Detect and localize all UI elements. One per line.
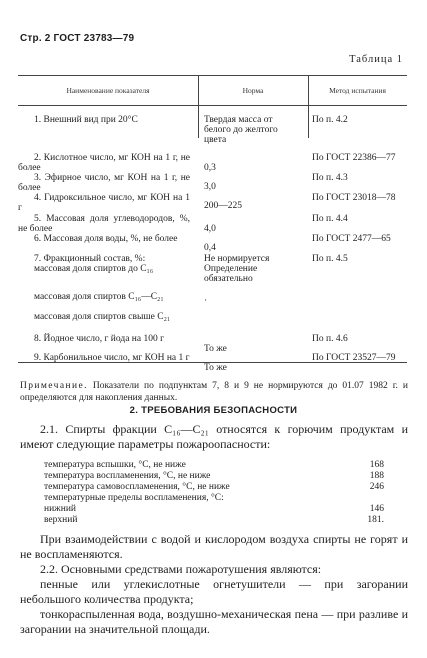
table-row-9-method: По ГОСТ 23527—79 — [312, 353, 396, 363]
table-row-9-name: 9. Карбонильное число, мг КОН на 1 г — [34, 353, 190, 363]
table-top-rule — [18, 75, 407, 76]
running-header: Стр. 2 ГОСТ 23783—79 — [20, 33, 135, 44]
paragraph-water: тонкораспыленная вода, воздушно-механическая пена — при разливе и загорании на значительной площади. — [20, 607, 408, 636]
table-row-8-method: По п. 4.6 — [312, 334, 348, 344]
table-row-5-norm: 4,0 — [204, 224, 216, 234]
table-row-3-name: 3. Эфирное число, мг КОН на 1 г, не более — [18, 173, 190, 194]
table-row-8-norm: То же — [204, 344, 227, 354]
table-header-norm: Норма — [242, 86, 264, 95]
table-row-7b-name: массовая доля спиртов свыше С₂₁ — [34, 312, 171, 322]
table-header-name: Наименование показателя — [66, 86, 150, 95]
table-header-method: Метод испытания — [329, 86, 386, 95]
table-row-5-name: 5. Массовая доля углеводородов, %, не более — [18, 214, 190, 235]
note-text: Показатели по подпунктам 7, 8 и 9 не нормируются до 01.07 1982 г. и определяются для накопления данных. — [20, 381, 409, 403]
table-row-7a-name: массовая доля спиртов С₁₆—С₂₁ — [34, 292, 164, 302]
table-note — [20, 380, 408, 404]
table-column-divider — [308, 75, 309, 138]
table-row-3-method: По п. 4.3 — [312, 173, 348, 183]
parameter-row: нижний 146 — [44, 504, 384, 514]
table-column-divider — [198, 75, 199, 138]
table-row-2-norm: 0,3 — [204, 163, 216, 173]
table-row-6-name: 6. Массовая доля воды, %, не более — [34, 234, 178, 244]
parameter-row: температура воспламенения, °С, не ниже 188 — [44, 471, 384, 481]
table-row-4-norm: 200—225 — [204, 201, 242, 211]
table-row-6-method: По ГОСТ 2477—65 — [312, 234, 391, 244]
table-row-7a-norm: · — [204, 296, 208, 306]
table-row-6-norm: 0,4 — [204, 243, 216, 253]
parameter-row: температура самовоспламенения, °С, не ниже 246 — [44, 482, 384, 492]
parameter-row: температурные пределы воспламенения, °С: — [44, 493, 224, 503]
table-row-7-method: По п. 4.5 — [312, 254, 348, 264]
paragraph-foam: пенные или углекислотные огнетушители — при загорании небольшого количества продукта; — [20, 577, 408, 606]
table-row-4-name: 4. Гидроксильное число, мг КОН на 1 г — [18, 193, 190, 214]
paragraph-interaction: При взаимодействии с водой и кислородом воздуха спирты не горят и не воспламеняются. — [20, 532, 408, 561]
table-row-9-norm: То же — [204, 363, 227, 373]
table-row-2-name: 2. Кислотное число, мг КОН на 1 г, не более — [18, 153, 190, 174]
table-header-rule — [18, 105, 407, 106]
paragraph-2-1: 2.1. Спирты фракции С₁₆—С₂₁ относятся к горючим продуктам и имеют следующие параметры пожароопасности: — [20, 422, 408, 451]
table-row-2-method: По ГОСТ 22386—77 — [312, 153, 396, 163]
table-row-7-norm: Не нормируется Определение обязательно — [204, 254, 270, 285]
note-lead: Примечание. — [20, 381, 88, 391]
table-row-3-norm: 3,0 — [204, 182, 216, 192]
table-row-1-norm: Твердая масса от белого до желтого цвета — [204, 115, 278, 146]
parameter-row: верхний 181. — [44, 515, 384, 525]
table-row-4-method: По ГОСТ 23018—78 — [312, 193, 396, 203]
table-row-8-name: 8. Йодное число, г йода на 100 г — [34, 334, 164, 344]
table-row-5-method: По п. 4.4 — [312, 214, 348, 224]
table-row-1-method: По п. 4.2 — [312, 115, 348, 125]
table-caption: Таблица 1 — [349, 54, 403, 65]
table-row-1-name: 1. Внешний вид при 20°С — [34, 115, 138, 125]
fire-hazard-parameters — [44, 460, 384, 526]
table-row-7-name: 7. Фракционный состав, %: массовая доля спиртов до С₁₆ — [34, 254, 154, 275]
specification-table — [18, 75, 407, 373]
section-heading: 2. ТРЕБОВАНИЯ БЕЗОПАСНОСТИ — [129, 405, 298, 416]
parameter-row: температура вспышки, °С, не ниже 168 — [44, 460, 384, 470]
paragraph-2-2: 2.2. Основными средствами пожаротушения являются: — [40, 562, 322, 576]
